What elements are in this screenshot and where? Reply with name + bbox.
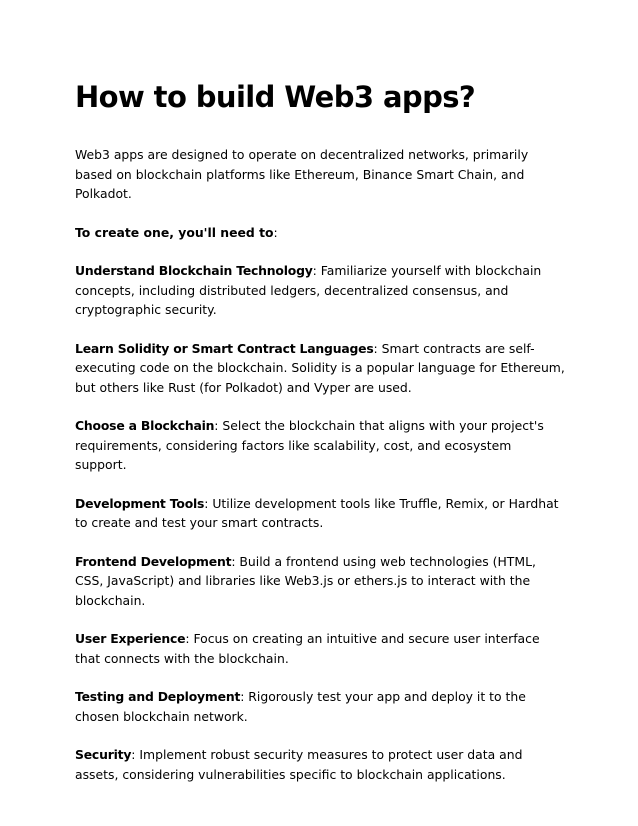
list-item-security <box>75 745 565 784</box>
list-item-choose-blockchain <box>75 416 565 475</box>
item-term: User Experience <box>75 631 186 646</box>
item-text: : Build a frontend using web technologies (HTML, CSS, JavaScript) and libraries like Web3.js or ethers.js to interact with the blockchain. <box>75 553 536 608</box>
item-term: Choose a Blockchain <box>75 418 215 433</box>
list-item-frontend-development <box>75 552 565 611</box>
item-text: : Smart contracts are self-executing code on the blockchain. Solidity is a popular language for Ethereum, but others like Rust (for Polkadot) and Vyper are used. <box>75 340 565 395</box>
item-term: Development Tools <box>75 495 205 511</box>
item-text: : Implement robust security measures to protect user data and assets, considering vulnerabilities specific to blockchain applications. <box>75 747 523 782</box>
list-item-understand-blockchain <box>75 261 565 320</box>
item-text: : Familiarize yourself with blockchain concepts, including distributed ledgers, decentralized consensus, and cryptographic security. <box>75 263 542 317</box>
item-term: Frontend Development <box>75 553 232 569</box>
lead-paragraph <box>75 223 565 243</box>
lead-suffix: : <box>273 224 278 240</box>
item-text: : Focus on creating an intuitive and secure user interface that connects with the blockchain. <box>75 631 540 666</box>
item-text: : Utilize development tools like Truffle, Remix, or Hardhat to create and test your smart contracts. <box>75 495 559 530</box>
page-title: How to build Web3 apps? <box>75 80 476 114</box>
item-text: : Rigorously test your app and deploy it to the chosen blockchain network. <box>75 689 526 724</box>
item-text: : Select the blockchain that aligns with your project's requirements, considering factors like scalability, cost, and ecosystem support. <box>75 418 544 472</box>
list-item-user-experience <box>75 629 565 668</box>
list-item-testing-deployment <box>75 687 565 726</box>
list-item-development-tools <box>75 494 565 533</box>
requirements-list <box>75 261 565 784</box>
item-term: Learn Solidity or Smart Contract Languages <box>75 340 374 356</box>
intro-paragraph: Web3 apps are designed to operate on decentralized networks, primarily based on blockchain platforms like Ethereum, Binance Smart Chain, and Polkadot. <box>75 147 529 201</box>
document-page <box>75 78 565 784</box>
item-term: Security <box>75 747 132 762</box>
item-term: Understand Blockchain Technology <box>75 263 313 278</box>
item-term: Testing and Deployment <box>75 689 241 704</box>
list-item-learn-solidity <box>75 339 565 398</box>
lead-bold-text: To create one, you'll need to <box>75 224 274 240</box>
